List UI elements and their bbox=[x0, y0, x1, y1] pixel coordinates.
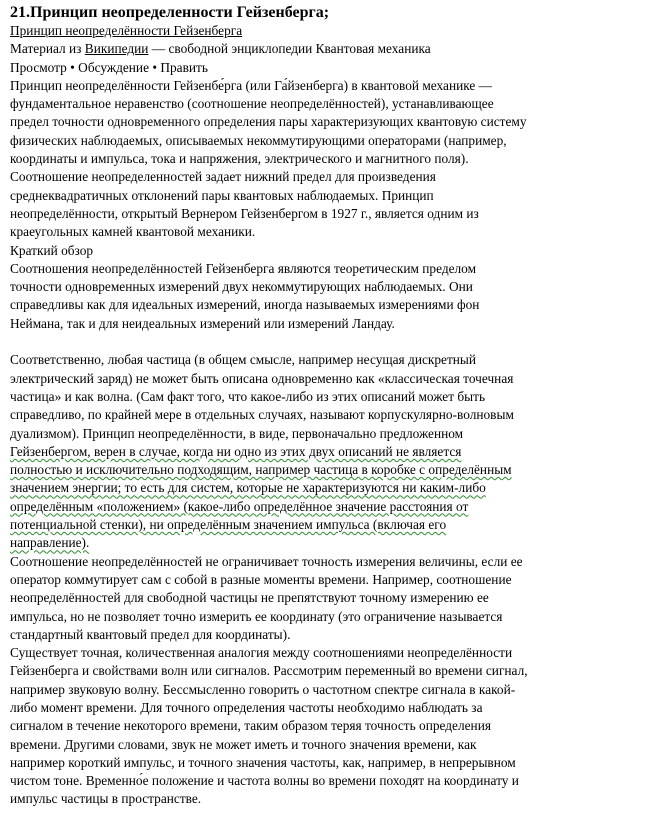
text-line: например звуковую волну. Бессмысленно говорить о частотном спектре сигнала в какой- bbox=[10, 681, 516, 697]
overview-paragraph-3 bbox=[10, 553, 635, 644]
overview-paragraph-4 bbox=[10, 644, 635, 809]
text-line: либо момент времени. Для точного определения частоты необходимо наблюдать за bbox=[10, 699, 483, 715]
text-line: чистом тоне. Временно́е положение и частота волны во времени походят на координату и bbox=[10, 773, 519, 789]
text-line: импульса, но не позволяет точно измерить ее координату (это ограничение называется bbox=[10, 608, 503, 624]
text-line-flagged: полностью и исключительно подходящим, например частица в коробке с определённым bbox=[10, 462, 512, 478]
overview-paragraph-2 bbox=[10, 351, 635, 552]
text-line: точности одновременных измерений двух некоммутирующих наблюдаемых. Они bbox=[10, 279, 473, 295]
text-line: сигналом в течение некоторого времени, таким образом теряя точность определения bbox=[10, 718, 491, 734]
text-line: времени. Другими словами, звук не может иметь и точного значения времени, как bbox=[10, 736, 477, 752]
text-line: неопределённостей для свободной частицы не препятствуют точному измерению ее bbox=[10, 590, 489, 606]
text-line: стандартный квантовый предел для координаты). bbox=[10, 626, 291, 642]
text-line: неопределённости, открытый Вернером Гейзенбергом в 1927 г., является одним из bbox=[10, 205, 479, 221]
text-line: фундаментальное неравенство (соотношение неопределённостей), устанавливающее bbox=[10, 96, 494, 112]
text-line-flagged: направление). bbox=[10, 535, 90, 551]
view-links: Просмотр • Обсуждение • Править bbox=[10, 59, 208, 75]
overview-heading: Краткий обзор bbox=[10, 242, 94, 258]
source-suffix: — свободной энциклопедии Квантовая механика bbox=[148, 41, 431, 57]
text-line: справедливо, по крайней мере в отдельных случаях, называют корпускулярно-волновым bbox=[10, 407, 514, 423]
text-line-flagged: потенциальной стенки), ни определённым значением импульса (включая его bbox=[10, 517, 447, 533]
text-line: электрический заряд) не может быть описана одновременно как «классическая точечная bbox=[10, 370, 514, 386]
source-line bbox=[10, 40, 635, 58]
text-line-flagged: Гейзенбергом, верен в случае, когда ни одно из этих двух описаний не является bbox=[10, 443, 462, 459]
text-line: импульс частицы в пространстве. bbox=[10, 791, 202, 807]
text-line: координаты и импульса, тока и напряжения, электрического и магнитного поля). bbox=[10, 151, 469, 167]
text-line: Соответственно, любая частица (в общем смысле, например несущая дискретный bbox=[10, 352, 477, 368]
text-line: Существует точная, количественная аналогия между соотношениями неопределённости bbox=[10, 645, 513, 661]
text-line: физических наблюдаемых, описываемых некоммутирующими операторами (например, bbox=[10, 132, 507, 148]
wikipedia-link[interactable]: Википедии bbox=[84, 41, 149, 57]
text-line: Гейзенберга и свойствами волн или сигналов. Рассмотрим переменный во времени сигнал, bbox=[10, 663, 528, 679]
blank-line bbox=[10, 333, 635, 351]
article-title: Принцип неопределённости Гейзенберга bbox=[10, 23, 243, 38]
text-line-flagged: определённым «положением» (какое-либо определённое значение расстояния от bbox=[10, 498, 469, 514]
text-line: Соотношение неопределенностей задает нижний предел для произведения bbox=[10, 169, 436, 185]
text-line: Неймана, так и для неидеальных измерений или измерений Ландау. bbox=[10, 315, 395, 331]
source-prefix: Материал из bbox=[10, 41, 85, 57]
section-heading: 21.Принцип неопределенности Гейзенберга; bbox=[10, 4, 330, 21]
text-line: оператор коммутирует сам с собой в разные моменты времени. Например, соотношение bbox=[10, 571, 512, 587]
text-line: справедливы как для идеальных измерений, иногда называемых измерениями фон bbox=[10, 297, 480, 313]
text-line: дуализмом). Принцип неопределённости, в виде, первоначально предложенном bbox=[10, 425, 464, 441]
text-line: например короткий импульс, и точного значения частоты, как, например, в непрерывном bbox=[10, 754, 516, 770]
text-line: Соотношение неопределённостей не ограничивает точность измерения величины, если ее bbox=[10, 553, 523, 569]
text-line: Соотношения неопределённостей Гейзенберга являются теоретическим пределом bbox=[10, 260, 477, 276]
text-line: предел точности одновременного определения пары характеризующих квантовую систему bbox=[10, 114, 527, 130]
intro-paragraph bbox=[10, 77, 635, 242]
overview-paragraph-1 bbox=[10, 260, 635, 333]
text-line: среднеквадратичных отклонений пары квантовых наблюдаемых. Принцип bbox=[10, 187, 434, 203]
text-line: краеугольных камней квантовой механики. bbox=[10, 224, 256, 240]
text-line-flagged: значением энергии; то есть для систем, которые не характеризуются ни каким-либо bbox=[10, 480, 486, 496]
text-line: частица» и как волна. (Сам факт того, что какое-либо из этих описаний может быть bbox=[10, 388, 486, 404]
text-line: Принцип неопределённости Гейзенбе́рга (или Га́йзенберга) в квантовой механике — bbox=[10, 77, 493, 93]
